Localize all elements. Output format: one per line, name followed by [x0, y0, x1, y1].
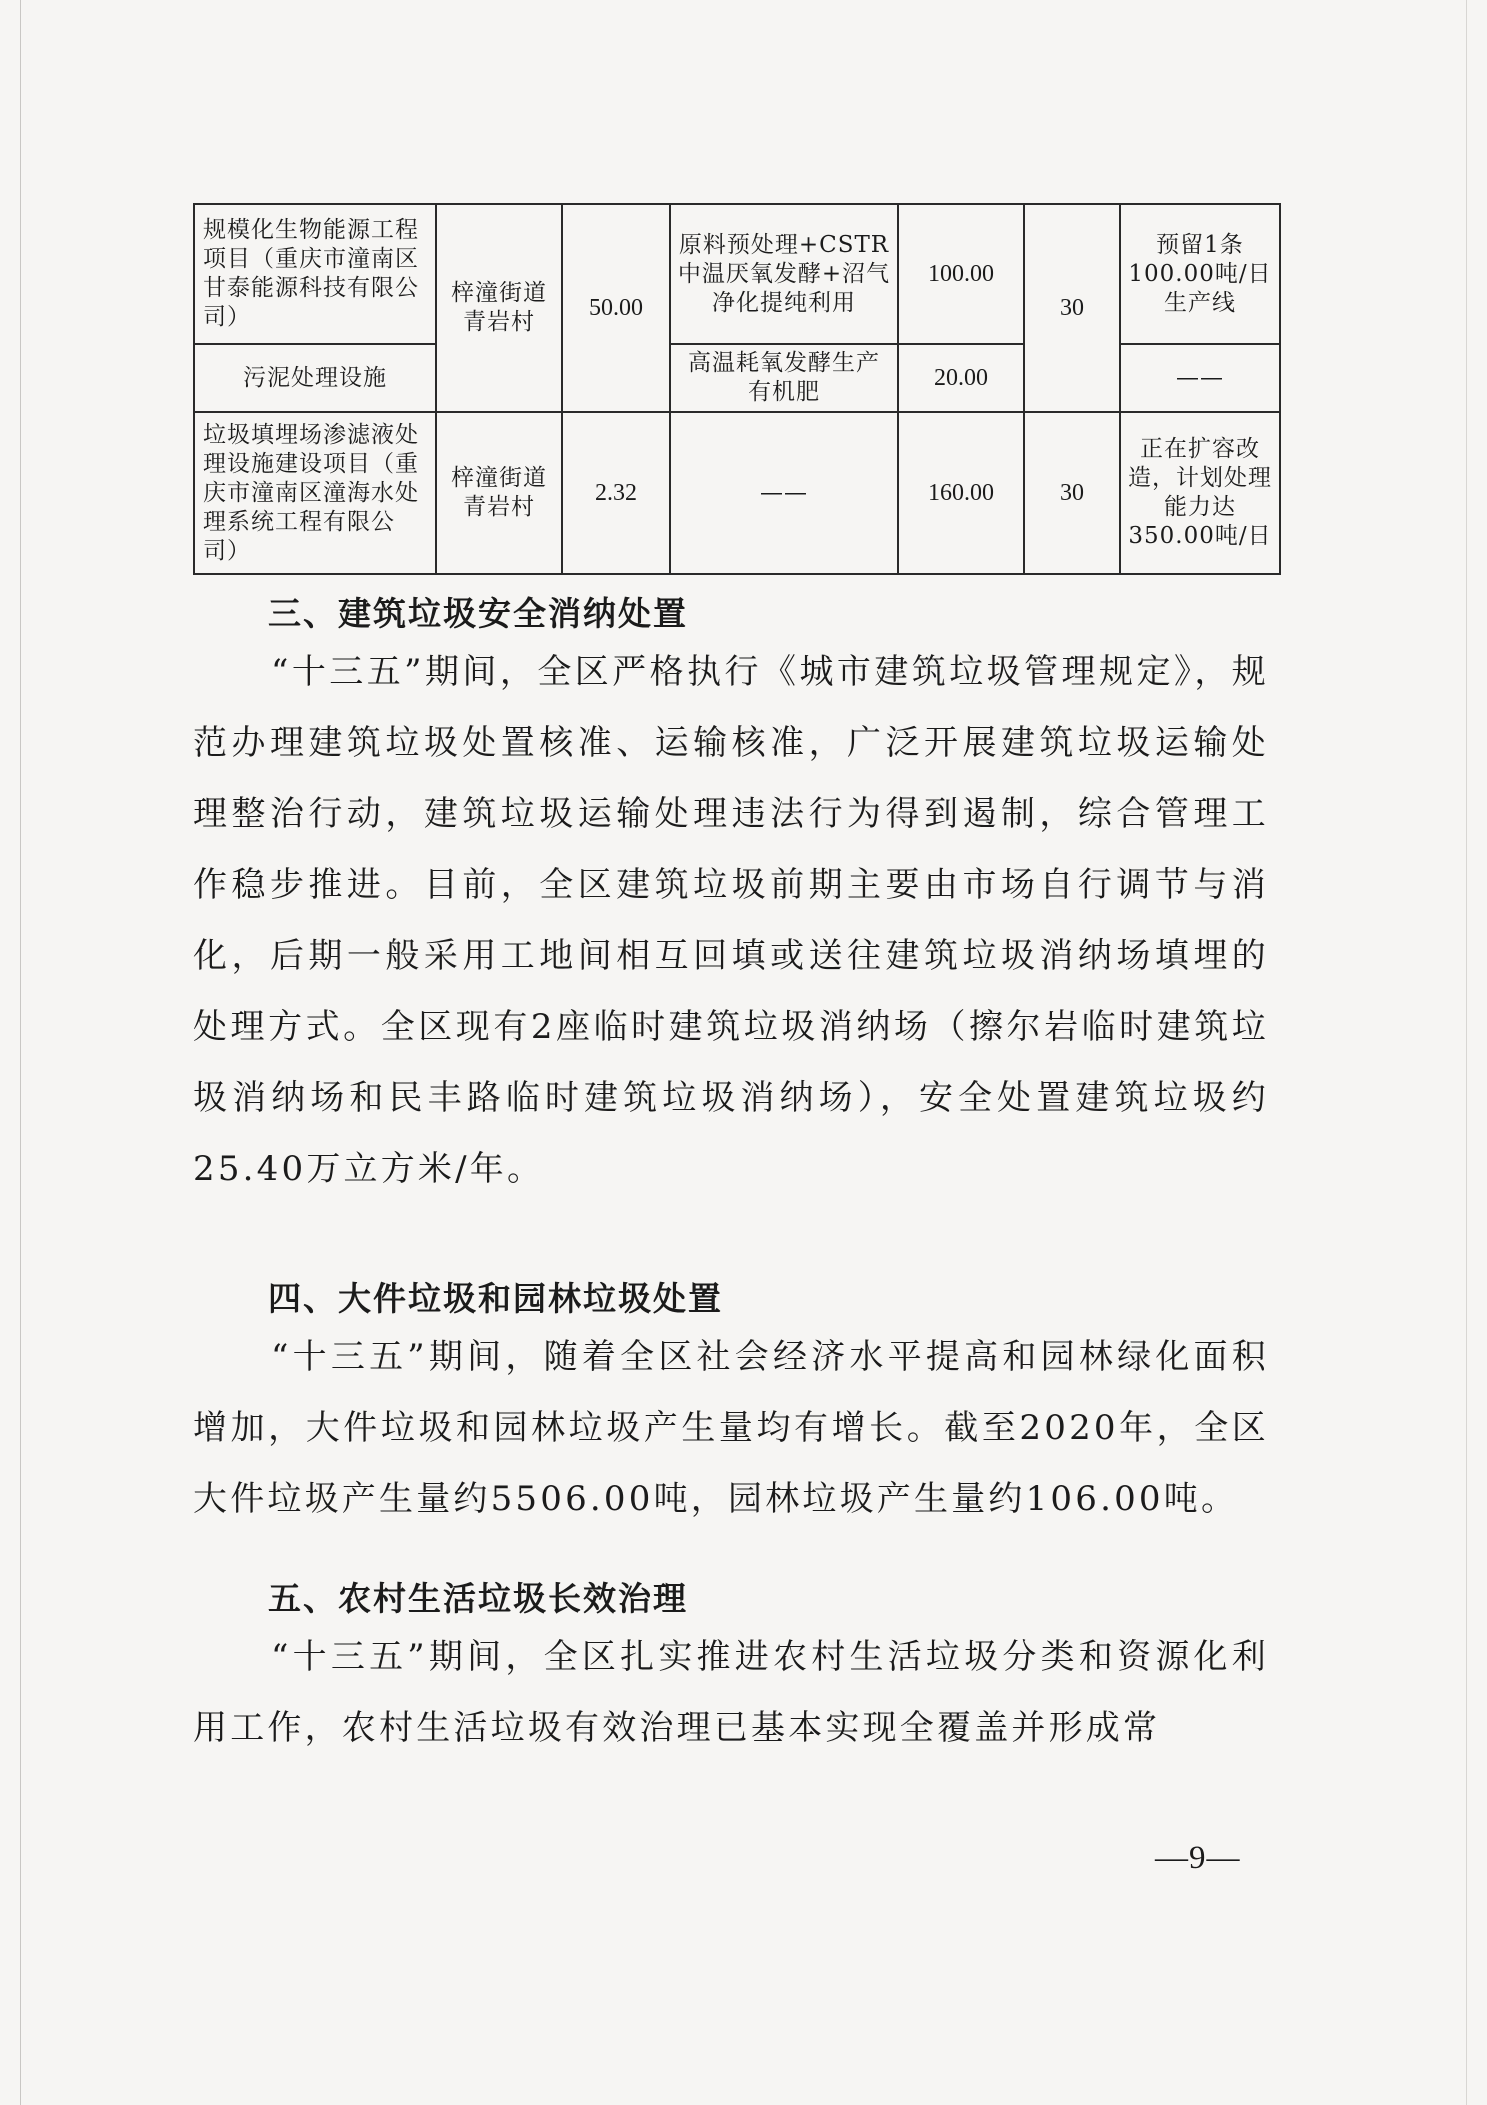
project-name-cell: 垃圾填埋场渗滤液处理设施建设项目（重庆市潼南区潼海水处理系统工程有限公司） [194, 412, 436, 574]
section-paragraph: “十三五”期间，随着全区社会经济水平提高和园林绿化面积增加，大件垃圾和园林垃圾产生量均有增长。截至2020年，全区大件垃圾产生量约5506.00吨，园林垃圾产生量约106.00吨。 [193, 1337, 1269, 1519]
capacity-cell: 100.00 [898, 204, 1024, 344]
capacity-cell: 20.00 [898, 344, 1024, 412]
process-cell: 高温耗氧发酵生产有机肥 [670, 344, 898, 412]
capacity-cell: 160.00 [898, 412, 1024, 574]
section-paragraph: “十三五”期间，全区扎实推进农村生活垃圾分类和资源化利用工作，农村生活垃圾有效治理已基本实现全覆盖并形成常 [193, 1637, 1269, 1748]
note-cell: —— [1120, 344, 1280, 412]
process-cell: —— [670, 412, 898, 574]
facilities-table [193, 203, 1281, 575]
process-cell: 原料预处理+CSTR中温厌氧发酵+沼气净化提纯利用 [670, 204, 898, 344]
years-cell: 30 [1024, 412, 1120, 574]
location-cell: 梓潼街道青岩村 [436, 204, 562, 412]
section-paragraph: “十三五”期间，全区严格执行《城市建筑垃圾管理规定》，规范办理建筑垃圾处置核准、运输核准，广泛开展建筑垃圾运输处理整治行动，建筑垃圾运输处理违法行为得到遏制，综合管理工作稳步推进。目前，全区建筑垃圾前期主要由市场自行调节与消化，后期一般采用工地间相互回填或送往建筑垃圾消纳场填埋的处理方式。全区现有2座临时建筑垃圾消纳场（擦尔岩临时建筑垃圾消纳场和民丰路临时建筑垃圾消纳场），安全处置建筑垃圾约25.40万立方米/年。 [193, 652, 1269, 1189]
area-cell: 50.00 [562, 204, 670, 412]
scan-edge-right [1466, 0, 1467, 2105]
project-name-cell: 规模化生物能源工程项目（重庆市潼南区甘泰能源科技有限公司） [194, 204, 436, 344]
section-heading: 三、建筑垃圾安全消纳处置 [268, 594, 688, 633]
location-cell: 梓潼街道青岩村 [436, 412, 562, 574]
section-heading: 四、大件垃圾和园林垃圾处置 [268, 1279, 723, 1318]
note-cell: 预留1条100.00吨/日生产线 [1120, 204, 1280, 344]
section-heading: 五、农村生活垃圾长效治理 [268, 1579, 688, 1618]
table-row [194, 204, 1280, 344]
project-name-cell: 污泥处理设施 [194, 344, 436, 412]
note-cell: 正在扩容改造，计划处理能力达350.00吨/日 [1120, 412, 1280, 574]
page-number: —9— [1155, 1840, 1241, 1876]
years-cell: 30 [1024, 204, 1120, 412]
area-cell: 2.32 [562, 412, 670, 574]
table-row [194, 412, 1280, 574]
scan-edge-left [20, 0, 21, 2105]
